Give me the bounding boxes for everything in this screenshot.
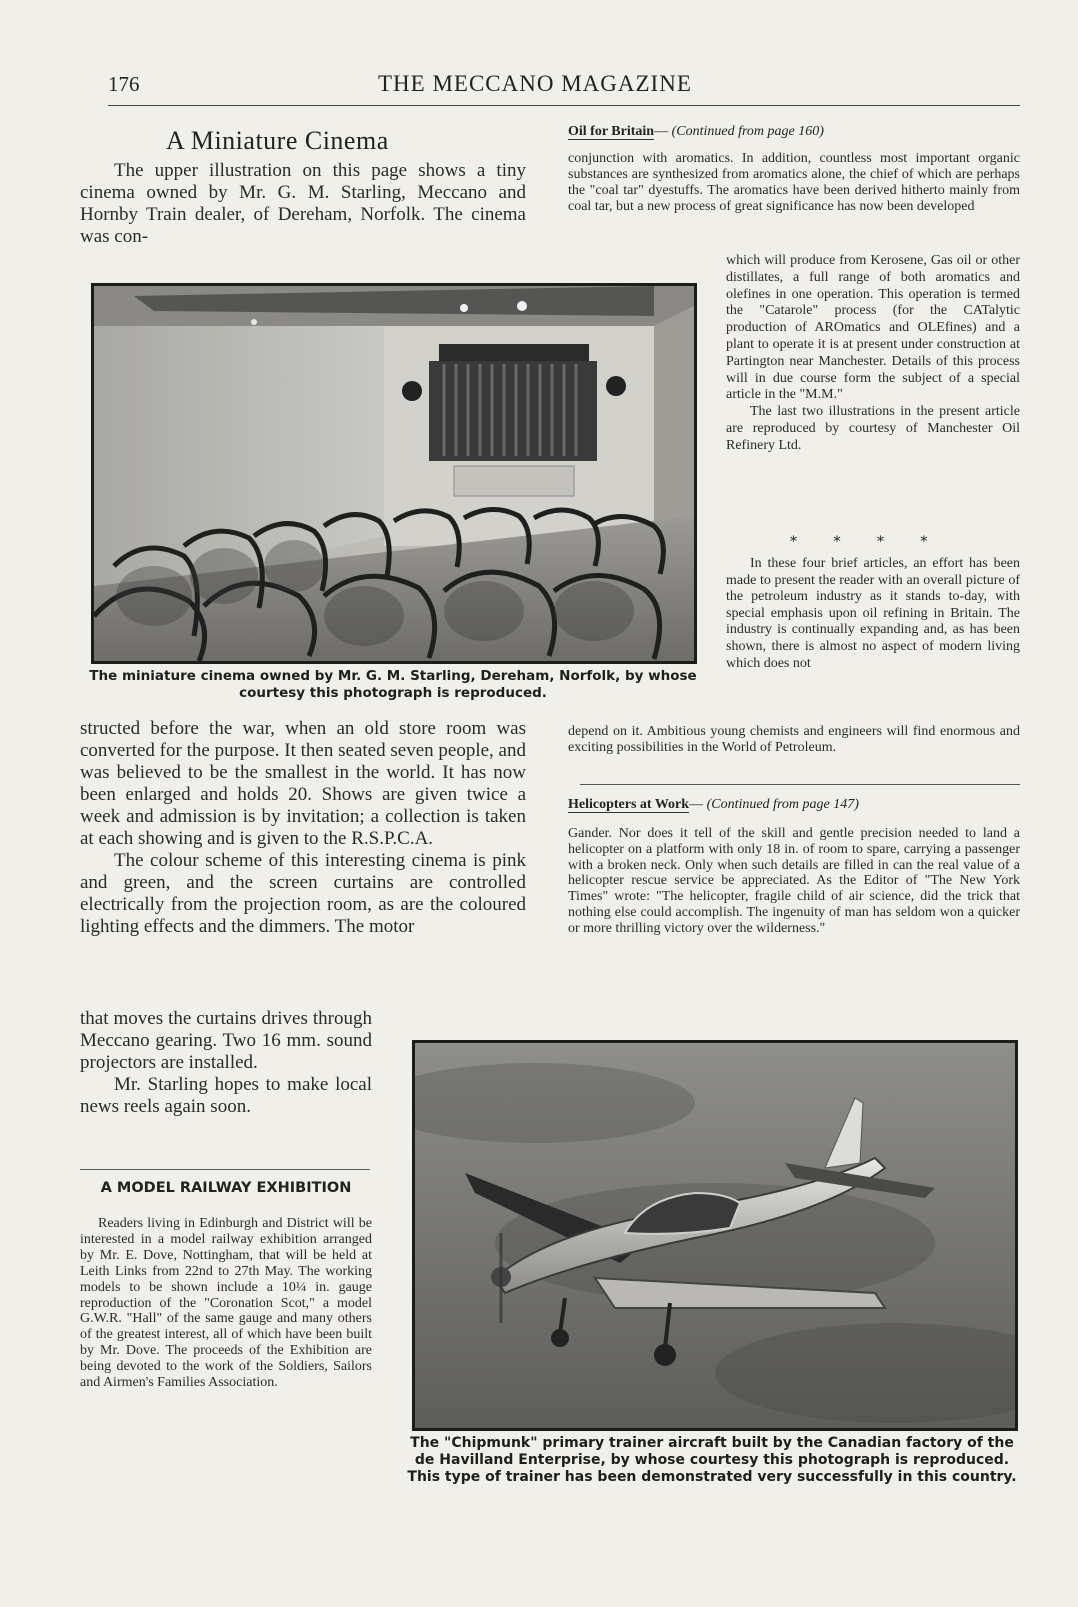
chipmunk-photo-illustration [415,1043,1015,1428]
cinema-paragraph-4: Mr. Starling hopes to make local news reels again soon. [80,1074,372,1117]
oil-text-side-b: The last two illustrations in the present article are reproduced by courtesy of Manchester Oil Refinery Ltd. [726,404,1020,453]
left-column-rule [80,1169,370,1170]
cinema-paragraph-1: structed before the war, when an old store room was converted for the purpose. It then seated seven people, and was believed to be the smallest in the world. It has now been enlarged and holds 20. Shows are given twice a week and admission is by invitation; a collection is taken at each showing and is given to the R.S.P.C.A. [80,718,526,849]
magazine-title: THE MECCANO MAGAZINE [378,71,692,96]
helicopters-heading: Helicopters at Work— (Continued from page 147) [568,797,859,812]
cinema-article-title: A Miniature Cinema [166,126,389,155]
oil-article-heading: Oil for Britain— (Continued from page 160) [568,124,824,139]
exhibition-text: Readers living in Edinburgh and District will be interested in a model railway exhibition arranged by Mr. E. Dove, Nottingham, that will be held at Leith Links from 22nd to 27th May. The working models to be shown include a 10¼ in. gauge reproduction of the "Coronation Scot," a model G.W.R. "Hall" of the same gauge and many others of the greatest interest, all of which have been built by Mr. Dove. The proceeds of the Exhibition are being devoted to the work of the Soldiers, Sailors and Airmen's Families Association. [80,1216,372,1391]
section-stars: * * * * [790,534,944,550]
oil-text-side2: In these four brief articles, an effort has been made to present the reader with an overall picture of the petroleum industry as it stands to-day, with special emphasis upon oil refining in Britain. The industry is continually expanding and, as has been shown, there is almost no aspect of modern living which does not [726,556,1020,671]
oil-continued-note: (Continued from page 160) [671,124,824,139]
page-number: 176 [108,72,140,96]
header-rule [108,105,1020,106]
cinema-photo [91,283,697,664]
right-column-rule [580,784,1020,785]
oil-text-top: conjunction with aromatics. In addition, countless most important organic substances are synthesized from aromatics alone, the chief of which are perhaps the "coal tar" dyestuffs. The aromatics have been derived hitherto mainly from coal tar, but a new process of great significance has now been developed [568,151,1020,214]
cinema-paragraph-2: The colour scheme of this interesting cinema is pink and green, and the screen curtains are controlled electrically from the projection room, as are the coloured lighting effects and the dimmers. The motor [80,850,526,937]
oil-heading-title: Oil for Britain [568,124,655,139]
helicopters-text: Gander. Nor does it tell of the skill and gentle precision needed to land a helicopter on a platform with only 18 in. of room to spare, carrying a passenger with a broken neck. Only when such details are filled in can the real value of a helicopter rescue service be appreciated. As the Editor of "The New York Times" wrote: "The helicopter, fragile child of air science, did the trick that nothing else could accomplish. The ingenuity of man has seldom won a quicker or more thrilling victory over the wilderness." [568,826,1020,936]
oil-text-side-a: which will produce from Kerosene, Gas oil or other distillates, a full range of both aromatics and olefines in one operation. This operation is termed the "Catarole" process (for the CATalytic production of AROmatics and OLEfines) and a plant to operate it is at present under construction at Partington near Manchester. Details of this process will in due course form the subject of a special article in the "M.M." [726,253,1020,403]
cinema-paragraph-3: that moves the curtains drives through Meccano gearing. Two 16 mm. sound projectors are installed. [80,1008,372,1073]
cinema-photo-illustration [94,286,694,661]
cinema-article-intro: The upper illustration on this page shows a tiny cinema owned by Mr. G. M. Starling, Meccano and Hornby Train dealer, of Dereham, Norfolk. The cinema was con- [80,160,526,247]
exhibition-title: A MODEL RAILWAY EXHIBITION [100,1180,352,1196]
page-header [108,68,1020,108]
helicopters-continued-note: (Continued from page 147) [706,797,859,812]
helicopters-heading-title: Helicopters at Work [568,797,690,812]
cinema-photo-caption: The miniature cinema owned by Mr. G. M. Starling, Dereham, Norfolk, by whose courtesy this photograph is reproduced. [89,668,697,701]
cinema-article-body [80,718,526,938]
chipmunk-photo-caption: The "Chipmunk" primary trainer aircraft built by the Canadian factory of the de Havilland Enterprise, by whose courtesy this photograph is reproduced. This type of trainer has been demonstrated very successfully in this country. [407,1435,1017,1485]
oil-text-side [726,253,1020,455]
chipmunk-photo [412,1040,1018,1431]
cinema-article-end [80,1008,372,1118]
oil-text-bottom: depend on it. Ambitious young chemists and engineers will find enormous and exciting possibilities in the World of Petroleum. [568,724,1020,755]
